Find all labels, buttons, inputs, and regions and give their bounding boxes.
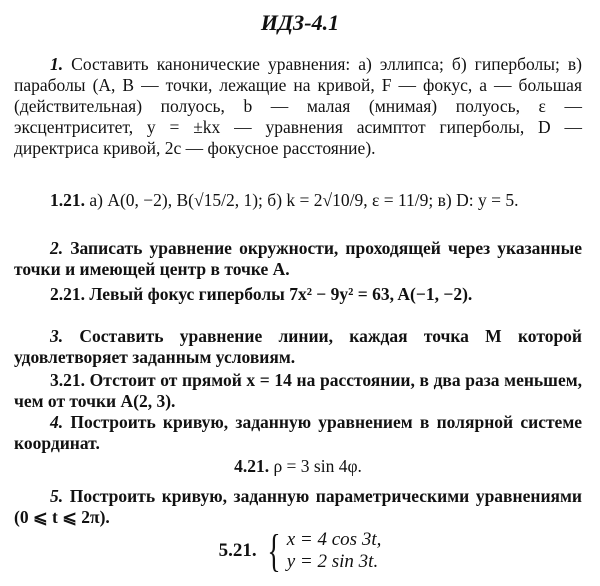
variant-1-21-text: а) A(0, −2), B(√15/2, 1); б) k = 2√10/9, ε = 11/9; в) D: y = 5. [89,190,519,210]
task-2 [14,238,582,280]
task-3-text: Составить уравнение линии, каждая точка M которой удовлетворяет заданным условиям. [14,326,583,367]
variant-4-21-number: 4.21. [234,456,270,476]
variant-2-21-number: 2.21. [50,284,85,304]
variant-5-21 [0,525,600,576]
variant-4-21-text: ρ = 3 sin 4φ. [273,456,362,476]
task-1 [14,54,582,159]
parametric-system [287,529,382,573]
page-title: ИДЗ-4.1 [260,10,340,35]
variant-3-21 [14,370,582,412]
task-3-number: 3. [50,326,64,346]
equation-y: y = 2 sin 3t. [286,551,379,572]
task-1-text: Составить канонические уравнения: а) эллипса; б) гиперболы; в) параболы (A, B — точки, лежащие на кривой, F — фокус, a — большая (действительная) полуось, b — малая (мнимая) полуось, ε — эксцентриситет, y = ±kx — уравнения асимптот гиперболы, D — директриса кривой, 2c — фокусное расстояние). [14,54,582,158]
task-2-text: Записать уравнение окружности, проходящей через указанные точки и имеющей центр в точке A. [14,238,582,279]
variant-2-21-text: Левый фокус гиперболы 7x² − 9y² = 63, A(−1, −2). [89,284,473,304]
task-5 [14,486,582,528]
task-4-number: 4. [50,412,64,432]
task-4 [14,412,582,454]
variant-3-21-number: 3.21. [50,370,85,390]
variant-1-21 [14,190,582,211]
equation-x: x = 4 cos 3t, [286,529,382,550]
variant-1-21-number: 1.21. [50,190,85,210]
variant-4-21 [14,456,582,477]
task-2-number: 2. [50,238,64,258]
variant-5-21-number: 5.21. [218,540,257,561]
task-1-number: 1. [50,54,64,74]
variant-2-21 [14,284,582,305]
task-4-text: Построить кривую, заданную уравнением в полярной системе координат. [14,412,583,453]
task-3 [14,326,582,368]
task-5-number: 5. [50,486,64,506]
system-brace: { [267,525,281,576]
variant-3-21-text: Отстоит от прямой x = 14 на расстоянии, в два раза меньшем, чем от точки A(2, 3). [14,370,583,411]
task-5-text: Построить кривую, заданную параметрическими уравнениями (0 ⩽ t ⩽ 2π). [14,486,582,527]
